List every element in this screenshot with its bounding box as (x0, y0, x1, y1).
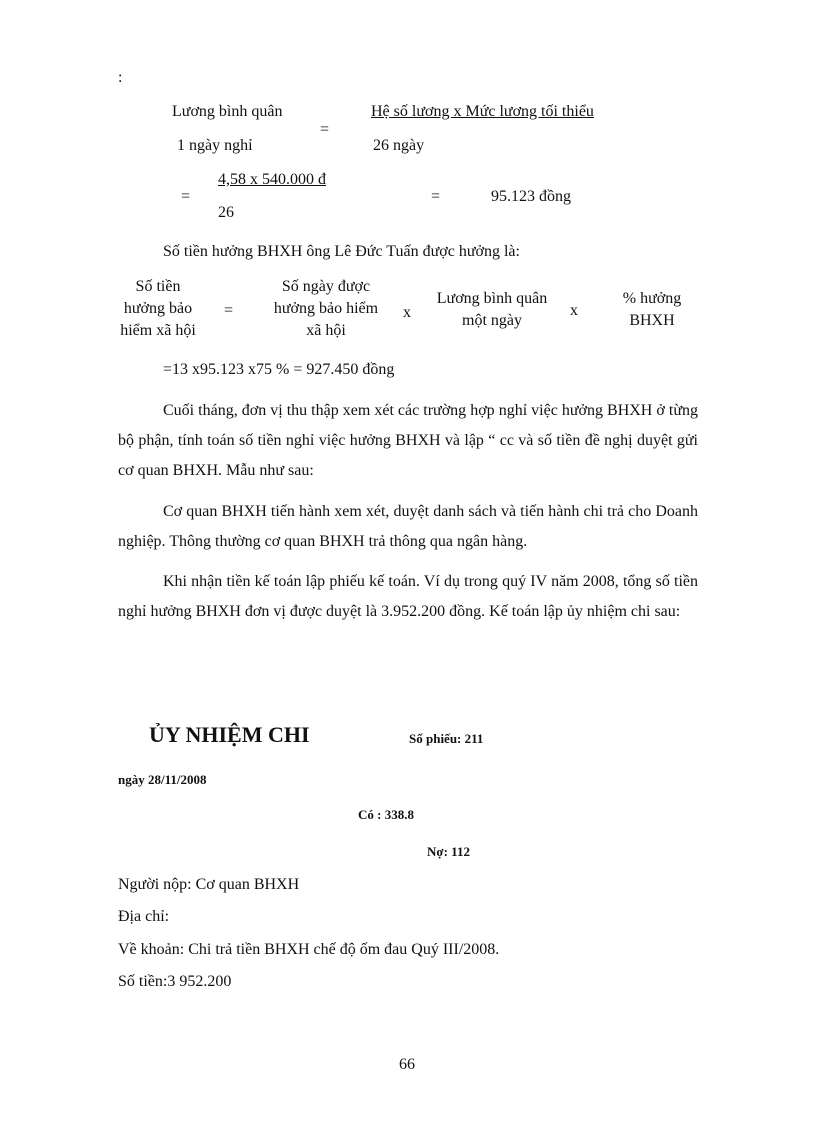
formula1-denominator: 26 ngày (373, 137, 425, 154)
formula2-denominator: 26 (218, 204, 234, 221)
formula3-term2: Số ngày được hưởng bảo hiểm xã hội (273, 278, 379, 339)
formula-benefit-amount (112, 276, 712, 356)
formula1-left-line1: Lương bình quân (172, 103, 283, 120)
voucher-amount: Số tiền:3 952.200 (118, 973, 232, 990)
page-number: 66 (399, 1056, 415, 1073)
formula1-equals: = (320, 121, 330, 138)
voucher-debit-account: Nợ: 112 (427, 844, 470, 859)
voucher-credit-account: Có : 338.8 (358, 807, 414, 822)
formula2-result: 95.123 đồng (491, 188, 571, 205)
formula3-term3: Lương bình quân một ngày (436, 290, 548, 329)
voucher-date: ngày 28/11/2008 (118, 772, 207, 787)
formula1-left-line2: 1 ngày nghỉ (177, 137, 253, 154)
formula3-equals: = (224, 302, 234, 319)
formula3-times1: x (403, 304, 411, 321)
formula3-times2: x (570, 302, 578, 319)
voucher-reason: Về khoản: Chi trả tiền BHXH chế độ ốm đau Quý III/2008. (118, 941, 500, 958)
calc-result: =13 x95.123 x75 % = 927.450 đồng (163, 361, 395, 378)
intro-sentence: Số tiền hưởng BHXH ông Lê Đức Tuấn được hưởng là: (163, 243, 520, 260)
top-colon: : (118, 69, 123, 86)
formula3-term1: Số tiền hưởng bảo hiểm xã hội (120, 278, 196, 339)
voucher-payer: Người nộp: Cơ quan BHXH (118, 876, 300, 893)
formula1-numerator: Hệ số lương x Mức lương tối thiểu (371, 103, 594, 120)
voucher-address: Địa chỉ: (118, 908, 170, 925)
voucher-number: Số phiếu: 211 (409, 731, 484, 746)
paragraph-accounting-voucher: Khi nhận tiền kế toán lập phiếu kế toán. Ví dụ trong quý IV năm 2008, tổng số tiền nghỉ hưởng BHXH đơn vị được duyệt là 3.952.200 đồng. Kế toán lập ủy nhiệm chi sau: (118, 573, 698, 620)
formula2-numerator: 4,58 x 540.000 đ (218, 171, 326, 188)
voucher-title: ỦY NHIỆM CHI (149, 722, 310, 747)
paragraph-bhxh-review: Cơ quan BHXH tiến hành xem xét, duyệt danh sách và tiến hành chi trả cho Doanh nghiệp. Thông thường cơ quan BHXH trả thông qua ngân hàng. (118, 503, 698, 550)
formula2-equals2: = (431, 188, 441, 205)
formula2-equals1: = (181, 188, 191, 205)
formula3-term4: % hưởng BHXH (622, 290, 682, 329)
paragraph-month-end: Cuối tháng, đơn vị thu thập xem xét các trường hợp nghỉ việc hưởng BHXH ở từng bộ phận, tính toán số tiền nghỉ việc hưởng BHXH và lập “ cc và số tiền đề nghị duyệt gửi cơ quan BHXH. Mẫu như sau: (118, 402, 698, 479)
